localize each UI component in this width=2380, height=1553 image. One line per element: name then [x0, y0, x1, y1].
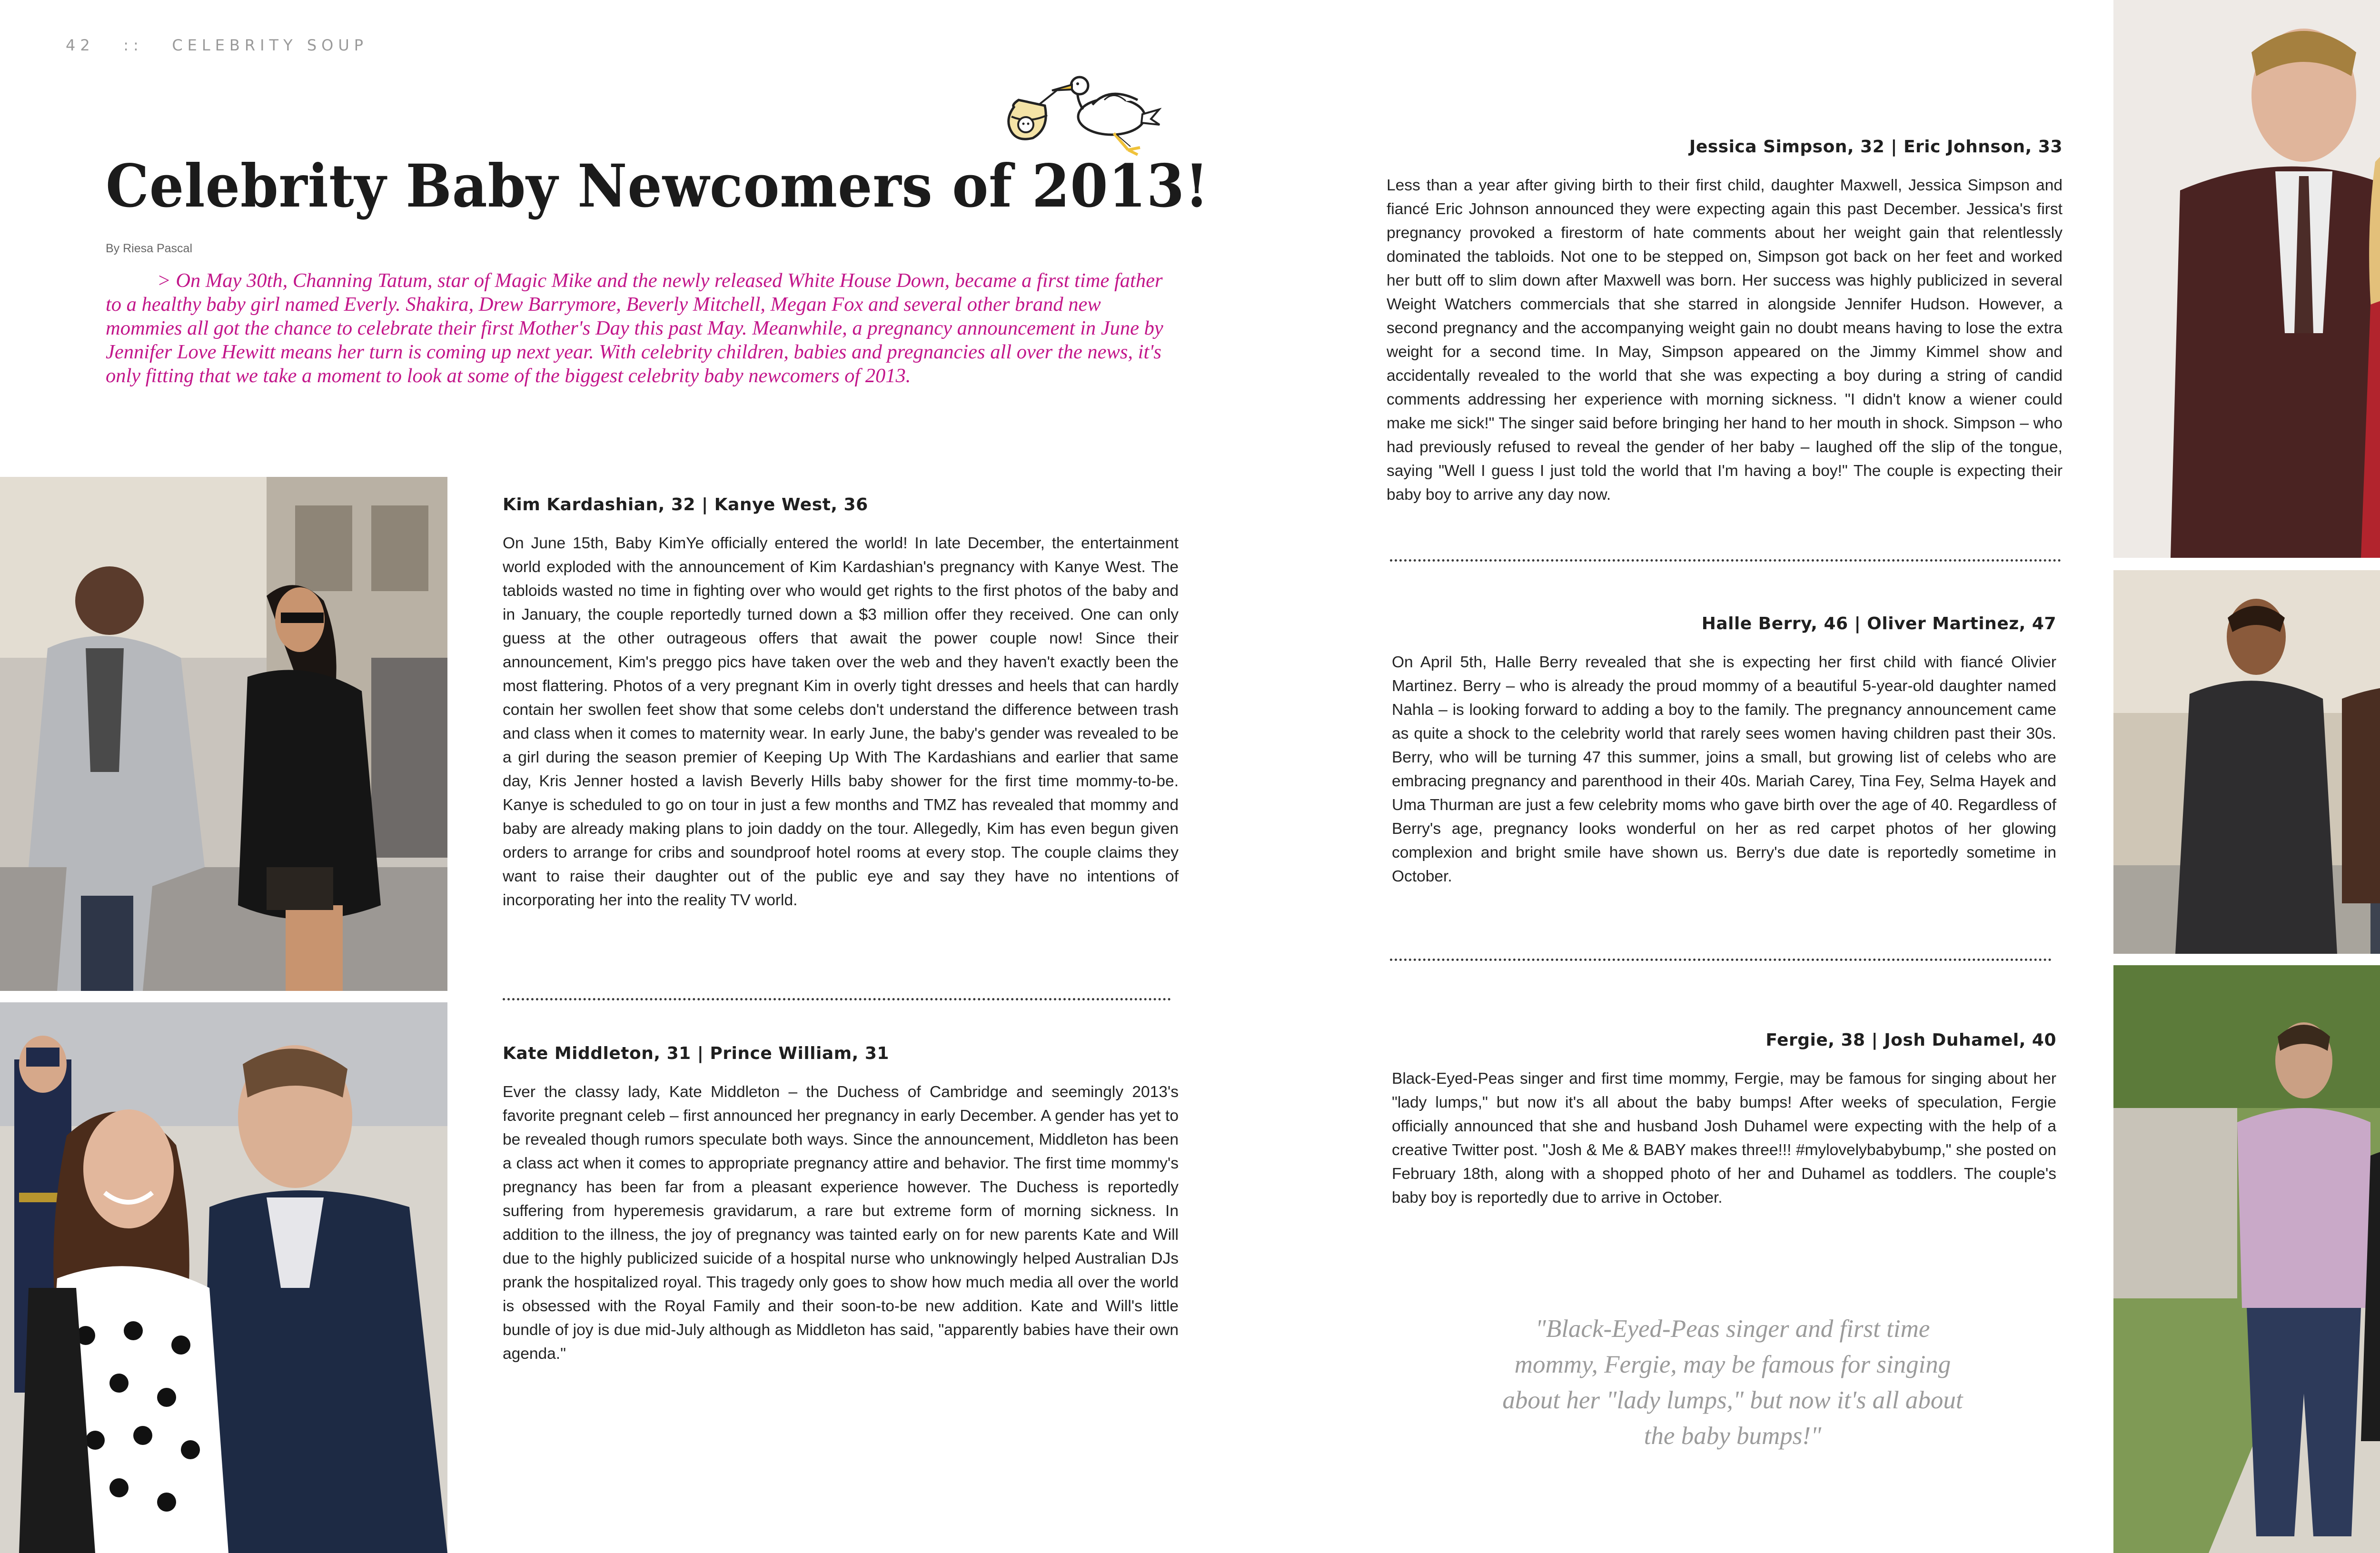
- dotted-divider: [503, 998, 1171, 1000]
- byline: By Riesa Pascal: [106, 242, 193, 255]
- article-heading: Kim Kardashian, 32 | Kanye West, 36: [503, 495, 868, 514]
- article-heading: Fergie, 38 | Josh Duhamel, 40: [1765, 1030, 2056, 1050]
- intro-text: On May 30th, Channing Tatum, star of Magic Mike and the newly released White House Down, became a first time father to a healthy baby girl named Everly. Shakira, Drew Barrymore, Beverly Mitchell, Megan Fox and several other brand new mommies all got the chance to celebrate their first Mother's Day this past May. Meanwhile, a pregnancy announcement in June by Jennifer Love Hewitt means her turn is coming up next year. With celebrity children, babies and pregnancies all over the news, it's only fitting that we take a moment to look at some of the biggest celebrity baby newcomers of 2013.: [106, 269, 1163, 387]
- stork-carrying-baby-icon: [1000, 71, 1161, 157]
- dotted-divider: [1390, 559, 2061, 562]
- article-body: On April 5th, Halle Berry revealed that she is expecting her first child with fiancé Olivier Martinez. Berry – who is already the proud mommy of a beautiful 5-year-old daughter named Nahla – is looking forward to adding a boy to the family. The pregnancy announcement came as quite a shock to the celebrity world that rarely sees women having children past their 30s. Berry, who will be turning 47 this summer, joins a small, but growing list of celebs who are embracing pregnancy and parenthood in their 40s. Mariah Carey, Tina Fey, Selma Hayek and Uma Thurman are just a few celebrity moms who gave birth over the age of 40. Regardless of Berry's age, pregnancy looks wonderful on her as red carpet photos of her glowing complexion and bright smile have shown us. Berry's due date is reportedly sometime in October.: [1392, 653, 2056, 885]
- kim-kanye-photo: [0, 477, 447, 991]
- kate-william-photo: [0, 1002, 447, 1553]
- article-fergie-josh: [1392, 1030, 2056, 1210]
- page-title: Celebrity Baby Newcomers of 2013!: [106, 152, 1210, 221]
- article-body: On June 15th, Baby KimYe officially entered the world! In late December, the entertainment world exploded with the announcement of Kim Kardashian's pregnancy with Kanye West. The tabloids wasted no time in fighting over who would get rights to the first photos of the baby and in January, the couple reportedly turned down a $3 million offer they received. One can only guess at the other outrageous offers that await the power couple now! Since their announcement, Kim's preggo pics have taken over the web and they haven't exactly been the most flattering. Photos of a very pregnant Kim in overly tight dresses and heels that can hardly contain her swollen feet show that some celebs don't understand the difference between trash and class when it comes to maternity wear. In early June, the baby's gender was revealed to be a girl during the season premier of Keeping Up With The Kardashians and earlier that same day, Kris Jenner hosted a lavish Beverly Hills baby shower for the first time mommy-to-be. Kanye is scheduled to go on tour in just a few months and TMZ has revealed that mommy and baby are already making plans to join daddy on the tour. Allegedly, Kim has even begun given orders to arrange for cribs and soundproof hotel rooms at every stop. The couple claims they want to raise their daughter out of the public eye and say they have no intentions of incorporating her into the reality TV world.: [503, 534, 1179, 909]
- running-head-separator: ::: [123, 36, 143, 54]
- halle-oliver-photo: [2113, 570, 2380, 954]
- running-head: [66, 36, 368, 54]
- article-body: Less than a year after giving birth to their first child, daughter Maxwell, Jessica Simpson and fiancé Eric Johnson announced they were expecting again this past December. Jessica's first pregnancy provoked a firestorm of hate comments about her weight gain that relentlessly dominated the tabloids. Not one to be stepped on, Simpson got back on her feet and worked her butt off to slim down after Maxwell was born. Her success was highly publicized in several Weight Watchers commercials that she starred in alongside Jennifer Hudson. However, a second pregnancy and the accompanying weight gain no doubt means having to lose the extra weight for a second time. In May, Simpson appeared on the Jimmy Kimmel show and accidentally revealed to the world that she was expecting a boy during a string of candid comments addressing her experience with morning sickness. "I didn't know a wiener could make me sick!" The singer said before bringing her hand to her mouth in shock. Simpson – who had previously refused to reveal the gender of her baby – laughed off the slip of the tongue, saying "Well I guess I just told the world that I'm having a boy!" The couple is expecting their baby boy to arrive any day now.: [1387, 177, 2063, 504]
- fergie-josh-photo: [2113, 965, 2380, 1553]
- intro-paragraph: [106, 269, 1180, 388]
- article-heading: Kate Middleton, 31 | Prince William, 31: [503, 1044, 889, 1063]
- dotted-divider: [1390, 959, 2052, 961]
- article-heading: Halle Berry, 46 | Oliver Martinez, 47: [1701, 614, 2056, 633]
- article-kim-kanye: [503, 495, 1179, 912]
- article-halle-oliver: [1392, 614, 2056, 889]
- article-body: Black-Eyed-Peas singer and first time mommy, Fergie, may be famous for singing about her "lady lumps," but now it's all about the baby bumps! After weeks of speculation, Fergie officially announced that she and husband Josh Duhamel were expecting with the help of a creative Twitter post. "Josh & Me & BABY makes three!!! #mylovelybabybump," she posted on February 18th, along with a shopped photo of her and Duhamel as toddlers. The couple's baby boy is reportedly due to arrive in October.: [1392, 1070, 2056, 1207]
- intro-marker: >: [157, 269, 171, 292]
- article-jessica-eric: [1387, 137, 2063, 507]
- page-number: 42: [66, 36, 95, 54]
- jessica-eric-photo: [2113, 0, 2380, 558]
- article-body: Ever the classy lady, Kate Middleton – the Duchess of Cambridge and seemingly 2013's favorite pregnant celeb – first announced her pregnancy in early December. A gender has yet to be revealed though rumors speculate both ways. Since the announcement, Middleton has been a class act when it comes to appropriate pregnancy attire and behavior. The first time mommy's pregnancy has been far from a pleasant experience however. The Duchess is reportedly suffering from hyperemesis gravidarum, a rare but extreme form of morning sickness. In addition to the illness, the joy of pregnancy was tainted early on for new parents Kate and Will due to the highly publicized suicide of a hospital nurse who unknowingly helped Australian DJs prank the hospitalized royal. This tragedy only goes to show how much media all over the world is obsessed with the Royal Family and their soon-to-be new addition. Kate and Will's little bundle of joy is due mid-July although as Middleton has said, "apparently babies have their own agenda.": [503, 1083, 1179, 1363]
- pull-quote: "Black-Eyed-Peas singer and first time mommy, Fergie, may be famous for singing about her "lady lumps," but now it's all about the baby bumps!": [1502, 1315, 1963, 1450]
- section-name: CELEBRITY SOUP: [172, 36, 368, 54]
- article-heading: Jessica Simpson, 32 | Eric Johnson, 33: [1689, 137, 2063, 157]
- article-kate-william: [503, 1044, 1179, 1366]
